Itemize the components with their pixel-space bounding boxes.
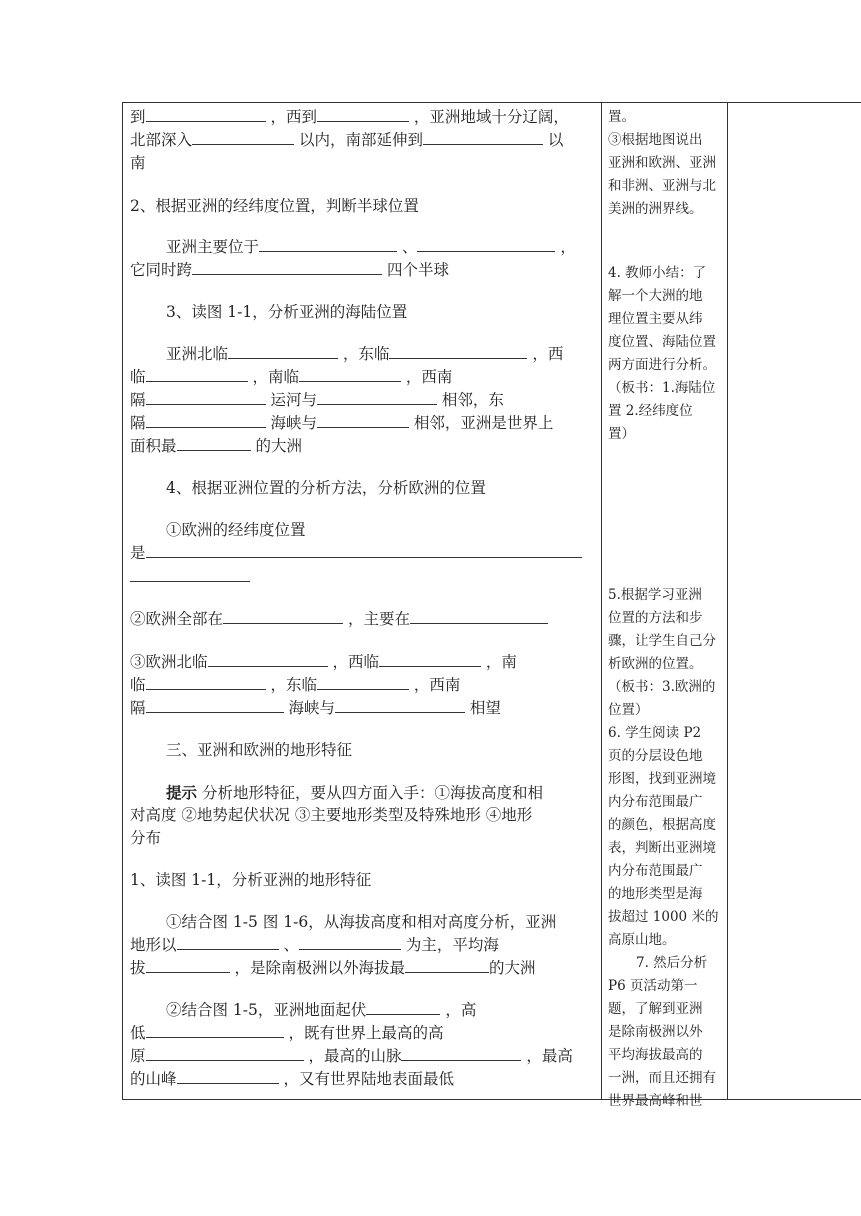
text-line: 地形以 、 为主，平均海: [130, 936, 499, 954]
blank[interactable]: [146, 389, 266, 405]
text-line: 亚洲北临 ，东临 ，西: [166, 345, 564, 363]
lesson-table: [122, 102, 861, 1109]
note-line: 和非洲、亚洲与北: [608, 178, 716, 194]
note-line: 的颜色，根据高度: [608, 817, 716, 833]
blank[interactable]: [177, 1068, 279, 1084]
note-line: 一洲，而且还拥有: [608, 1070, 716, 1086]
note-line: 6. 学生阅读 P2: [608, 725, 702, 741]
note-line: 置 2.经纬度位: [608, 403, 693, 419]
text-line: 临 ，东临 ，西南: [130, 676, 461, 694]
text-line: ③欧洲北临 ，西临 ，南: [130, 653, 517, 671]
blank[interactable]: [335, 697, 465, 713]
blank[interactable]: [317, 106, 409, 122]
blank[interactable]: [177, 435, 251, 451]
text-line: 对高度 ②地势起伏状况 ③主要地形类型及特殊地形 ④地形: [130, 806, 533, 824]
blank[interactable]: [146, 674, 266, 690]
text-line: 北部深入 以内，南部延伸到 以: [130, 131, 564, 149]
blank[interactable]: [317, 674, 409, 690]
text-line: 它同时跨 四个半球: [130, 261, 449, 279]
note-line: 平均海拔最高的: [608, 1047, 703, 1063]
text-line: ①欧洲的经纬度位置: [166, 521, 306, 539]
blank[interactable]: [405, 957, 489, 973]
note-line: 页的分层设色地: [608, 748, 703, 764]
blank[interactable]: [208, 651, 328, 667]
blank[interactable]: [146, 1022, 284, 1038]
blank[interactable]: [146, 1045, 304, 1061]
blank[interactable]: [317, 389, 437, 405]
blank[interactable]: [299, 366, 401, 382]
question-heading: 4、根据亚洲位置的分析方法，分析欧洲的位置: [166, 479, 486, 497]
text-line: 提示 分析地形特征，要从四方面入手：①海拔高度和相: [166, 783, 543, 802]
question-heading: 3、读图 1-1，分析亚洲的海陆位置: [166, 303, 408, 321]
note-line: 高原山地。: [608, 932, 676, 948]
question-heading: 2、根据亚洲的经纬度位置，判断半球位置: [130, 197, 419, 215]
blank[interactable]: [228, 343, 338, 359]
note-line: 题，了解到亚洲: [608, 1001, 703, 1017]
note-line: （板书：1.海陆位: [608, 380, 716, 396]
note-line: 表，判断出亚洲境: [608, 840, 716, 856]
blank[interactable]: [379, 651, 481, 667]
blank[interactable]: [417, 236, 555, 252]
blank[interactable]: [177, 934, 279, 950]
note-line: 拔超过 1000 米的: [608, 909, 719, 925]
blank[interactable]: [401, 1045, 521, 1061]
text-line: ②结合图 1-5，亚洲地面起伏 ，高: [166, 1001, 477, 1019]
note-line: 理位置主要从纬: [608, 311, 703, 327]
question-heading: 1、读图 1-1，分析亚洲的地形特征: [130, 871, 372, 889]
note-line: 内分布范围最广: [608, 794, 703, 810]
note-line: 7. 然后分析: [636, 955, 708, 971]
blank[interactable]: [259, 236, 397, 252]
blank[interactable]: [410, 608, 548, 624]
text-line: ①结合图 1-5 图 1-6，从海拔高度和相对高度分析，亚洲: [166, 913, 557, 931]
text-line: 低 ，既有世界上最高的高: [130, 1024, 444, 1042]
text-line: 隔 运河与 相邻，东: [130, 391, 504, 409]
blank[interactable]: [366, 999, 440, 1015]
text-line: 亚洲主要位于 、 ，: [166, 238, 576, 256]
note-line: 的地形类型是海: [608, 886, 703, 902]
note-line: 世界最高峰和世: [608, 1093, 703, 1109]
blank[interactable]: [223, 608, 343, 624]
section-heading: 三、亚洲和欧洲的地形特征: [166, 741, 353, 759]
note-line: 析欧洲的位置。: [608, 656, 703, 672]
note-line: P6 页活动第一: [608, 978, 698, 994]
note-line: 位置的方法和步: [608, 610, 703, 626]
blank[interactable]: [146, 106, 266, 122]
note-line: 骤，让学生自己分: [608, 633, 716, 649]
column-divider: [601, 103, 602, 1099]
text-line: 原 ，最高的山脉 ，最高: [130, 1047, 573, 1065]
note-line: 形图，找到亚洲境: [608, 771, 716, 787]
note-line: 4. 教师小结：了: [608, 265, 707, 281]
note-line: （板书：3.欧洲的: [608, 679, 716, 695]
text-line: 分布: [130, 829, 162, 847]
note-line: 内分布范围最广: [608, 863, 703, 879]
note-line: ③根据地图说出: [608, 132, 703, 148]
text-line: 的山峰 ，又有世界陆地表面最低: [130, 1070, 454, 1088]
column-divider: [727, 103, 728, 1099]
blank[interactable]: [146, 366, 248, 382]
blank[interactable]: [130, 566, 250, 582]
note-line: 两方面进行分析。: [608, 357, 716, 373]
blank[interactable]: [389, 343, 527, 359]
text-line: 隔 海峡与 相望: [130, 699, 501, 717]
blank[interactable]: [317, 412, 409, 428]
note-line: 是除南极洲以外: [608, 1024, 703, 1040]
text-line: ②欧洲全部在 ，主要在: [130, 608, 548, 631]
text-line: 到 ，西到 ，亚洲地域十分辽阔，: [130, 108, 569, 126]
blank[interactable]: [146, 542, 582, 558]
blank[interactable]: [192, 129, 294, 145]
text-line: 临 ，南临 ，西南: [130, 368, 453, 386]
note-line: 置。: [608, 109, 635, 125]
blank[interactable]: [146, 957, 230, 973]
blank[interactable]: [146, 412, 266, 428]
note-line: 置）: [608, 426, 635, 442]
blank[interactable]: [299, 934, 401, 950]
text-line: 是: [130, 542, 582, 565]
text-line: 南: [130, 154, 146, 172]
note-line: 美洲的洲界线。: [608, 201, 703, 217]
text-line: 隔 海峡与 相邻，亚洲是世界上: [130, 414, 554, 432]
text-line: 拔 ，是除南极洲以外海拔最 的大洲: [130, 959, 536, 977]
text-line: [130, 566, 250, 589]
blank[interactable]: [192, 259, 382, 275]
note-line: 位置）: [608, 702, 649, 718]
note-line: 亚洲和欧洲、亚洲: [608, 155, 716, 171]
text-line: 面积最 的大洲: [130, 437, 302, 455]
blank[interactable]: [146, 697, 284, 713]
note-line: 解一个大洲的地: [608, 288, 703, 304]
note-line: 5.根据学习亚洲: [608, 587, 702, 603]
note-line: 度位置、海陆位置: [608, 334, 716, 350]
blank[interactable]: [423, 129, 543, 145]
